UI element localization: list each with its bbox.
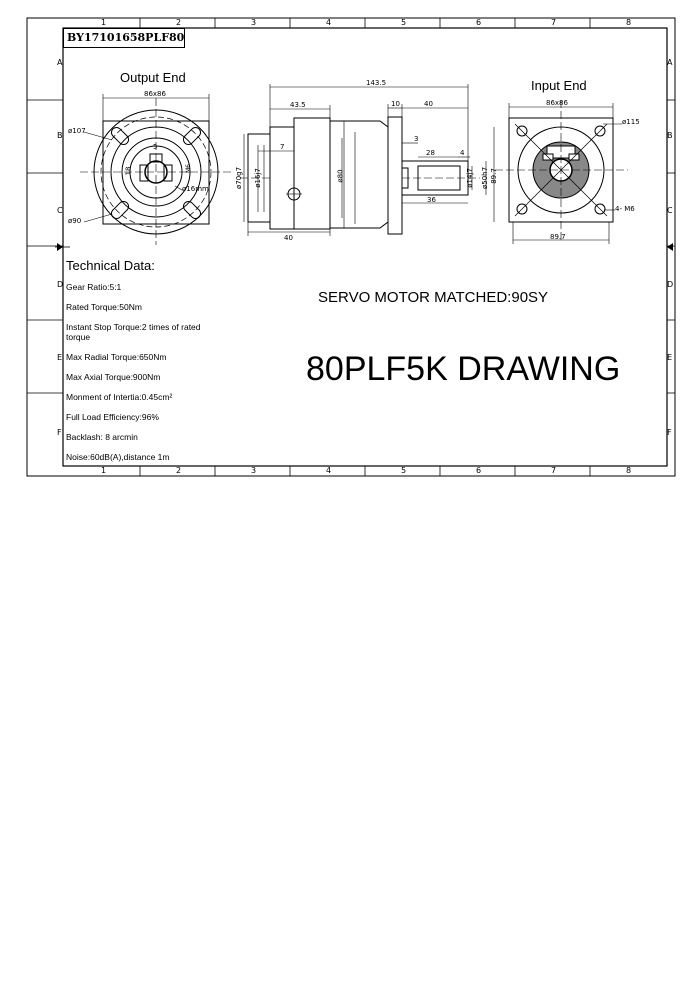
side-dim-keyend: 4 xyxy=(460,149,465,157)
spec-rated-torque: Rated Torque:50Nm xyxy=(66,302,142,312)
technical-data-heading: Technical Data: xyxy=(66,258,155,273)
row-label-a: A xyxy=(57,58,63,67)
side-dim-keylen: 28 xyxy=(426,149,435,157)
input-dim-holes: 4- M6 xyxy=(615,205,635,213)
side-dim-body80: ø80 xyxy=(336,169,345,183)
output-dim-thread: M6 xyxy=(185,164,192,173)
center-marks xyxy=(55,243,673,251)
output-dim-pilot: ø90 xyxy=(68,217,82,225)
output-dim-key: 5 xyxy=(153,143,158,151)
spec-backlash: Backlash: 8 arcmin xyxy=(66,432,138,442)
row-label-d-right: D xyxy=(667,280,674,289)
output-end-view xyxy=(80,94,232,245)
input-end-view xyxy=(495,100,628,244)
col-label-7: 7 xyxy=(551,18,557,27)
col-label-4: 4 xyxy=(326,18,332,27)
drawing-code: BY17101658PLF80 xyxy=(63,28,185,48)
row-label-d: D xyxy=(57,280,64,289)
spec-radial-torque: Max Radial Torque:650Nm xyxy=(66,352,167,362)
col-label-3-bottom: 3 xyxy=(251,466,257,475)
row-label-c-right: C xyxy=(667,206,673,215)
output-end-title: Output End xyxy=(120,70,186,85)
col-label-4-bottom: 4 xyxy=(326,466,332,475)
col-label-7-bottom: 7 xyxy=(551,466,557,475)
input-dim-square: 86x86 xyxy=(546,99,568,107)
col-label-5: 5 xyxy=(401,18,407,27)
col-label-6-bottom: 6 xyxy=(476,466,482,475)
row-label-e: E xyxy=(57,353,63,362)
col-label-8: 8 xyxy=(626,18,632,27)
row-label-a-right: A xyxy=(667,58,673,67)
output-dim-keyheight: 18 xyxy=(124,166,133,176)
spec-noise: Noise:60dB(A),distance 1m xyxy=(66,452,170,462)
side-dim-keyoffset: 3 xyxy=(414,135,419,143)
row-label-f-right: F xyxy=(667,428,672,437)
side-dim-flange: 10 xyxy=(391,100,400,108)
col-label-2: 2 xyxy=(176,18,182,27)
side-dim-shaftdia: ø14j7 xyxy=(465,168,474,188)
side-view xyxy=(240,84,494,236)
servo-motor-matched: SERVO MOTOR MATCHED:90SY xyxy=(318,289,549,306)
col-label-1-bottom: 1 xyxy=(101,466,107,475)
row-label-e-right: E xyxy=(667,353,673,362)
spec-axial-torque: Max Axial Torque:900Nm xyxy=(66,372,161,382)
drawing-title: 80PLF5K DRAWING xyxy=(306,350,621,388)
col-label-6: 6 xyxy=(476,18,482,27)
output-dim-square: 86x86 xyxy=(144,90,166,98)
side-dim-shaft36: 36 xyxy=(427,196,436,204)
side-dim-flangepilot: ø50h7 xyxy=(481,166,490,190)
input-dim-width: 89.7 xyxy=(550,233,566,241)
side-dim-adapter: 40 xyxy=(284,234,293,242)
side-dim-pilotdia: ø70g7 xyxy=(235,166,244,190)
col-label-2-bottom: 2 xyxy=(176,466,182,475)
output-dim-pcd: ø107 xyxy=(68,127,86,135)
col-label-5-bottom: 5 xyxy=(401,466,407,475)
side-dim-boredia: ø16j7 xyxy=(253,168,262,188)
side-dim-shaftlen: 40 xyxy=(424,100,433,108)
spec-gear-ratio: Gear Ratio:5:1 xyxy=(66,282,122,292)
output-dim-shaft: ø16mm xyxy=(182,185,209,193)
spec-inertia: Monment of Intertia:0.45cm² xyxy=(66,392,173,402)
input-dim-pcd: ø115 xyxy=(622,118,640,126)
spec-instant-stop: Instant Stop Torque:2 times of rated torque xyxy=(66,322,201,342)
side-dim-overall: 143.5 xyxy=(366,79,387,87)
row-label-f: F xyxy=(57,428,62,437)
side-dim-height: 89.7 xyxy=(489,168,498,184)
row-label-b-right: B xyxy=(667,131,673,140)
row-label-c: C xyxy=(57,206,63,215)
side-dim-body: 43.5 xyxy=(290,101,306,109)
input-end-title: Input End xyxy=(531,78,587,93)
col-label-8-bottom: 8 xyxy=(626,466,632,475)
side-dim-spigot: 7 xyxy=(280,143,285,151)
col-label-1: 1 xyxy=(101,18,107,27)
row-label-b: B xyxy=(57,131,63,140)
spec-efficiency: Full Load Efficiency:96% xyxy=(66,412,159,422)
col-label-3: 3 xyxy=(251,18,257,27)
